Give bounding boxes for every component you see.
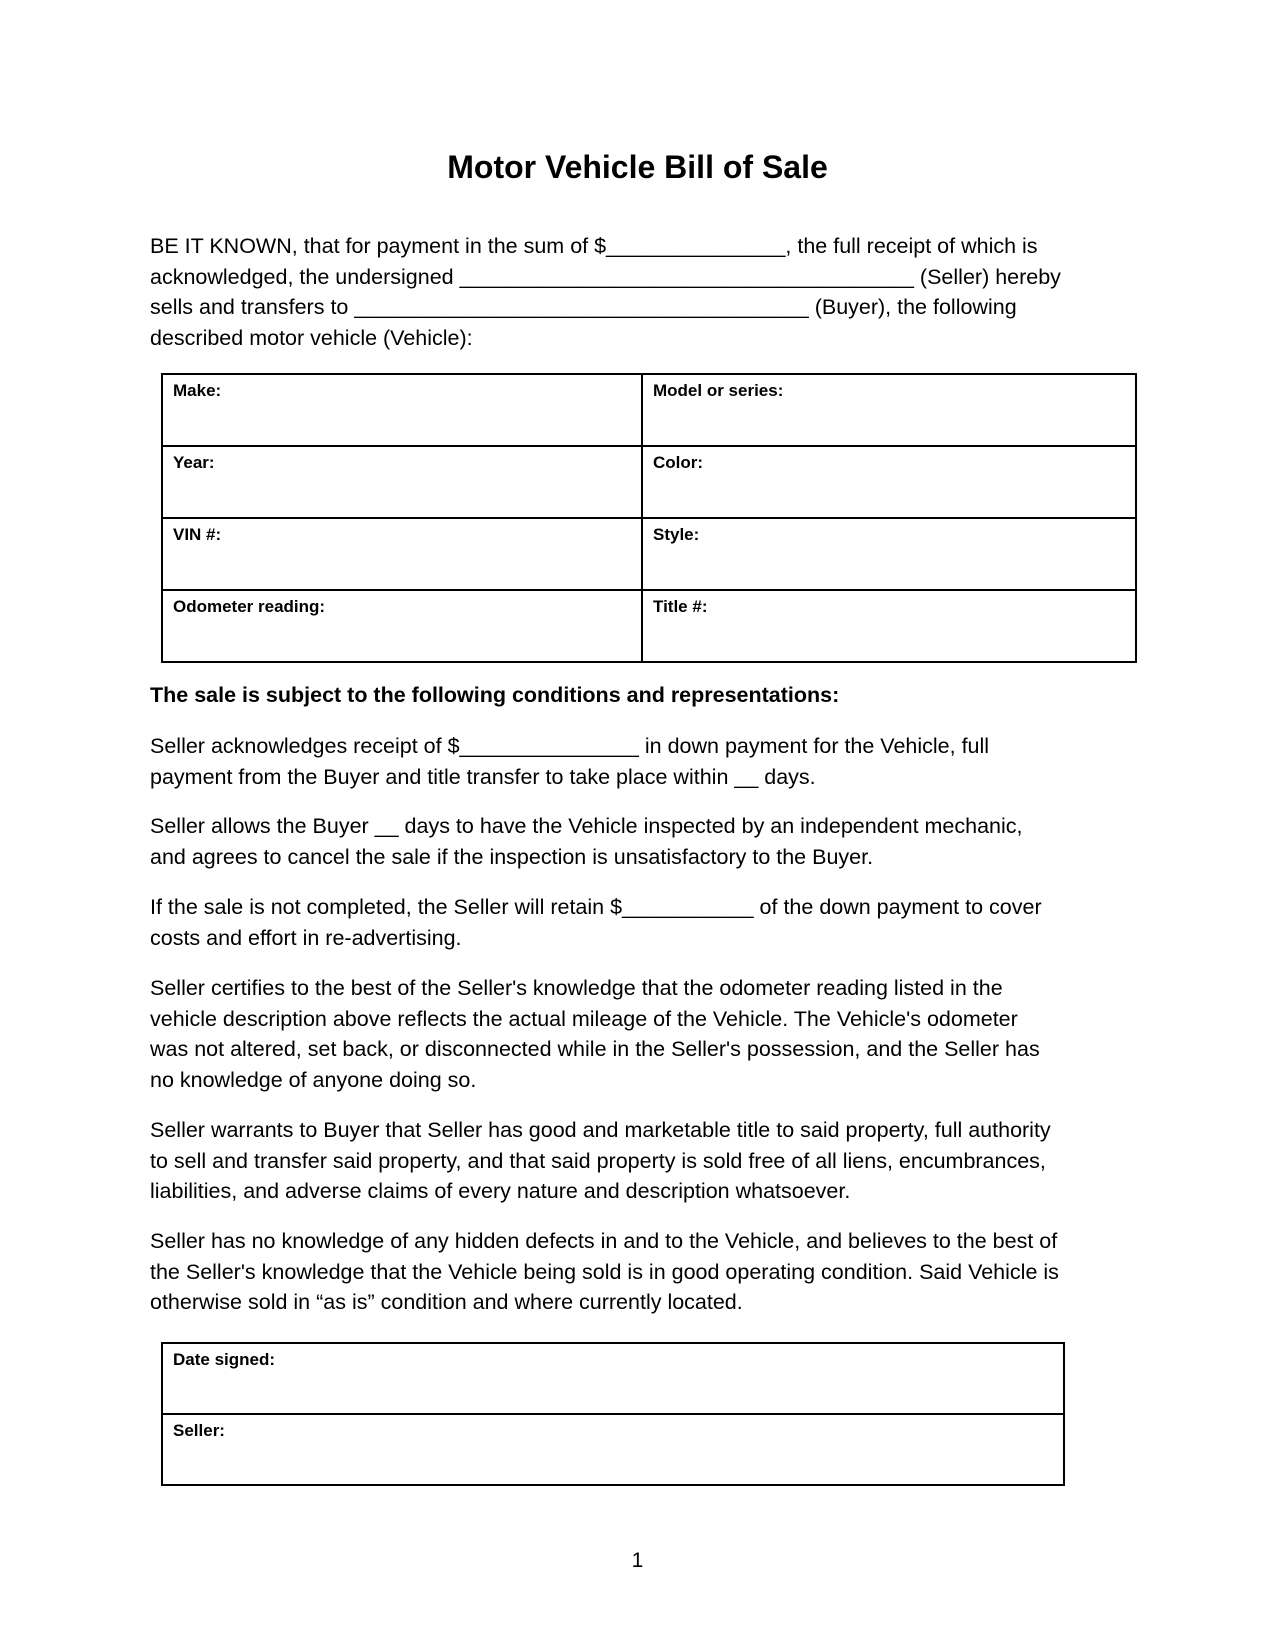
table-row	[162, 1343, 1064, 1414]
intro-line: described motor vehicle (Vehicle):	[150, 325, 473, 350]
paragraph-line: and agrees to cancel the sale if the inspection is unsatisfactory to the Buyer.	[150, 844, 874, 869]
date-signed-field[interactable]: Date signed:	[162, 1343, 1064, 1414]
table-row	[162, 1414, 1064, 1485]
table-row	[162, 590, 1136, 662]
table-row	[162, 374, 1136, 446]
paragraph-line: Seller allows the Buyer __ days to have the Vehicle inspected by an independent mechanic,	[150, 814, 1023, 838]
paragraph-line: Seller warrants to Buyer that Seller has good and marketable title to said property, full authority	[150, 1118, 1051, 1142]
paragraph-line: liabilities, and adverse claims of every nature and description whatsoever.	[150, 1179, 851, 1203]
conditions-heading: The sale is subject to the following conditions and representations:	[150, 683, 840, 707]
paragraph-line: was not altered, set back, or disconnected while in the Seller's possession, and the Seller has	[150, 1037, 1040, 1061]
paragraph-line: Seller certifies to the best of the Seller's knowledge that the odometer reading listed in the	[150, 976, 1003, 1000]
paragraph-line: Seller has no knowledge of any hidden defects in and to the Vehicle, and believes to the best of	[150, 1229, 1058, 1253]
document-title: Motor Vehicle Bill of Sale	[447, 149, 828, 185]
color-field[interactable]: Color:	[642, 446, 1136, 518]
intro-paragraph	[150, 231, 1150, 353]
page-number: 1	[631, 1549, 644, 1572]
make-field[interactable]: Make:	[162, 374, 642, 446]
odometer-field[interactable]: Odometer reading:	[162, 590, 642, 662]
seller-signature-field[interactable]: Seller:	[162, 1414, 1064, 1485]
paragraph-line: vehicle description above reflects the actual mileage of the Vehicle. The Vehicle's odometer	[150, 1006, 1018, 1031]
paragraph-line: payment from the Buyer and title transfer to take place within __ days.	[150, 764, 816, 789]
title-warranty-paragraph	[150, 1115, 1150, 1207]
paragraph-line: to sell and transfer said property, and that said property is sold free of all liens, encumbrances,	[150, 1148, 1046, 1173]
title-number-field[interactable]: Title #:	[642, 590, 1136, 662]
vehicle-details-table	[161, 373, 1137, 663]
intro-line: sells and transfers to ______________________________________ (Buyer), the following	[150, 295, 1017, 319]
odometer-certification-paragraph	[150, 973, 1150, 1095]
paragraph-line: costs and effort in re-advertising.	[150, 925, 462, 950]
paragraph-line: otherwise sold in “as is” condition and where currently located.	[150, 1290, 743, 1314]
inspection-paragraph	[150, 811, 1150, 872]
retention-paragraph	[150, 892, 1150, 953]
paragraph-line: the Seller's knowledge that the Vehicle being sold is in good operating condition. Said Vehicle is	[150, 1259, 1059, 1284]
model-field[interactable]: Model or series:	[642, 374, 1136, 446]
signature-table	[161, 1342, 1065, 1486]
intro-line: BE IT KNOWN, that for payment in the sum of $_______________, the full receipt of which is	[150, 234, 1038, 258]
paragraph-line: no knowledge of anyone doing so.	[150, 1067, 477, 1092]
style-field[interactable]: Style:	[642, 518, 1136, 590]
year-field[interactable]: Year:	[162, 446, 642, 518]
vin-field[interactable]: VIN #:	[162, 518, 642, 590]
table-row	[162, 446, 1136, 518]
down-payment-paragraph	[150, 731, 1150, 792]
paragraph-line: Seller acknowledges receipt of $_______________ in down payment for the Vehicle, full	[150, 734, 990, 758]
intro-line: acknowledged, the undersigned ______________________________________ (Seller) hereby	[150, 264, 1061, 289]
as-is-paragraph	[150, 1226, 1150, 1318]
table-row	[162, 518, 1136, 590]
paragraph-line: If the sale is not completed, the Seller will retain $___________ of the down payment to cover	[150, 895, 1042, 919]
